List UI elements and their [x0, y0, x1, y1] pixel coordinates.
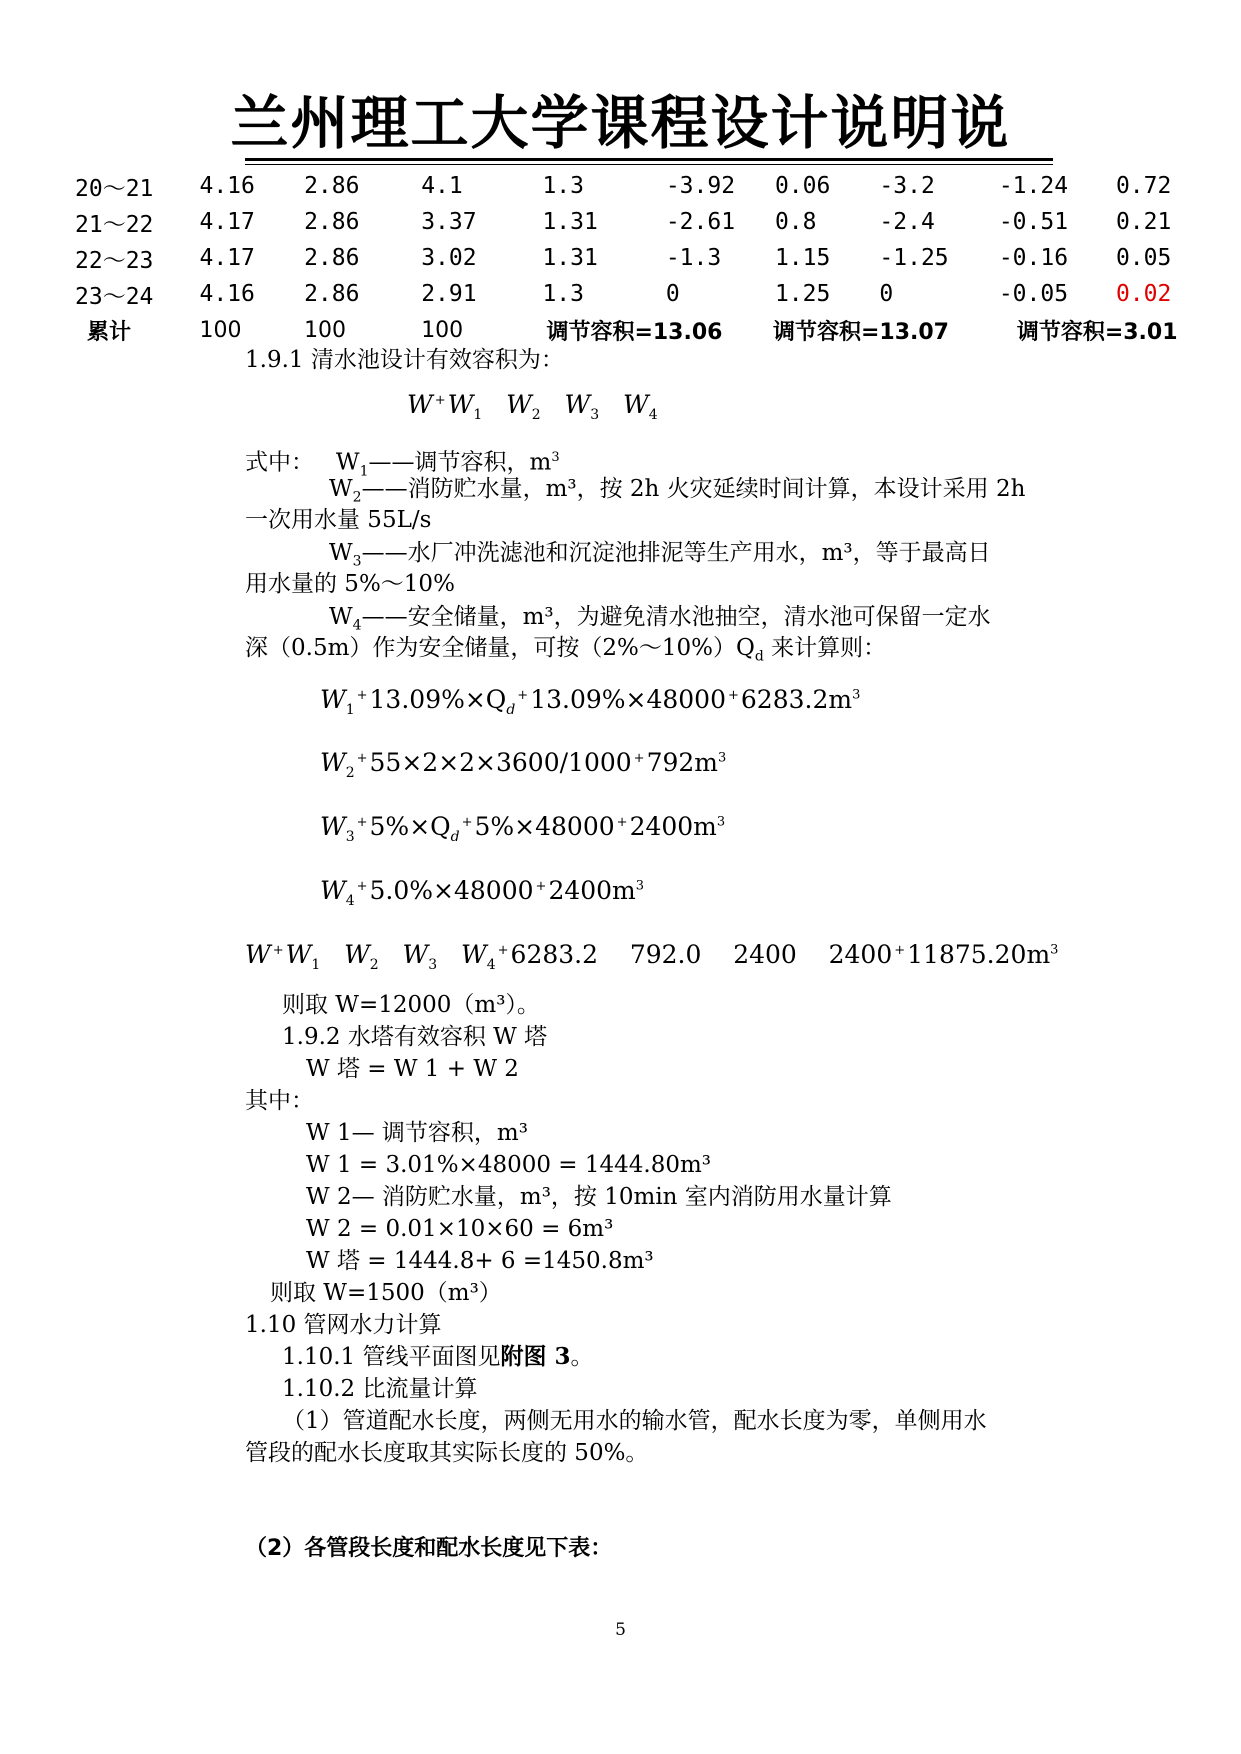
- table-row: [75, 276, 1205, 312]
- table-cell: 0.02: [1115, 281, 1172, 307]
- table-cell: 2.86: [304, 173, 360, 199]
- definition-w4-cont: 深（0.5m）作为安全储量，可按$(2\%\sim 10\%)Q_d$ 来计算则：: [245, 635, 887, 665]
- sum-cell: 100: [199, 317, 242, 343]
- table-cell: -1.3: [665, 245, 722, 271]
- table-cell: 1.25: [774, 281, 831, 307]
- table-cell: 4.17: [199, 245, 255, 271]
- where-label: 式中：: [245, 449, 314, 476]
- table-cell: 4.17: [199, 209, 255, 235]
- w2-desc: ——消防贮水量，m³，按 2h 火灾延续时间计算，本设计采用 2h: [361, 476, 1026, 502]
- table-cell: 1.15: [774, 245, 831, 271]
- f1-c: 6283.2m: [740, 685, 853, 714]
- table-cell: 0: [665, 281, 680, 307]
- adjust-volume-3: 调节容积=3.01: [1016, 319, 1178, 345]
- total-val: 792.0: [629, 940, 702, 969]
- adjust-volume-1: 调节容积=13.06: [546, 319, 723, 345]
- paragraph: 管段的配水长度取其实际长度的 50%。: [245, 1440, 649, 1466]
- table-cell: 1.3: [542, 281, 584, 307]
- f3-b: 5%×48000: [474, 812, 615, 841]
- definition-w2-cont: 一次用水量 55L/s: [245, 507, 432, 533]
- table-cell: -2.4: [879, 209, 935, 235]
- f2-a: 55×2×2×3600/1000: [369, 748, 632, 777]
- sum-cell: 100: [421, 317, 464, 343]
- section-heading: 1.10 管网水力计算: [245, 1312, 442, 1338]
- f1-b: 13.09%×48000: [530, 685, 726, 714]
- sum-label: 累计: [87, 319, 132, 345]
- f3-c: 2400m: [629, 812, 717, 841]
- subsection-heading: 1.10.2 比流量计算: [282, 1376, 478, 1402]
- formula-w-total: W $^+W_1$ $W_2$ $W_3$ $W_4$: [407, 390, 658, 423]
- formula-w1: $W_1^+13.09\%\times Q_d^+13.09\%\times 48000$ $^+6283.2m^3$: [320, 685, 861, 718]
- adjust-volume-2: 调节容积=13.07: [772, 319, 949, 345]
- table-cell: 0.05: [1115, 245, 1172, 271]
- definition-w4: $W_4——$安全储量，m³，为避免清水池抽空，清水池可保留一定水: [329, 604, 991, 634]
- table-cell: 2.86: [304, 245, 360, 271]
- table-row: [75, 168, 1205, 204]
- tower-line: W 1— 调节容积，m³: [306, 1120, 528, 1146]
- table-cell: 1.31: [542, 209, 598, 235]
- table-cell: -0.51: [998, 209, 1069, 235]
- f3-a: 5%×Q: [369, 812, 451, 841]
- table-cell: -3.2: [879, 173, 935, 199]
- definition-w3: $W_3——$水厂冲洗滤池和沉淀池排泥等生产用水，m³，等于最高日: [329, 540, 991, 570]
- total-val: 2400: [733, 940, 797, 969]
- hourly-volume-table: [75, 168, 1205, 348]
- period-cell: 21～22: [75, 211, 154, 238]
- total-val: 6283.2: [510, 940, 599, 969]
- tower-line: W 1 = 3.01%×48000 = 1444.80m³: [306, 1152, 712, 1178]
- table-cell: 4.16: [199, 281, 255, 307]
- w4-desc: ——安全储量，m³，为避免清水池抽空，清水池可保留一定水: [361, 604, 991, 630]
- table-cell: 1.31: [542, 245, 598, 271]
- page-number: 5: [615, 1620, 626, 1640]
- table-cell: 1.3: [542, 173, 584, 199]
- table-cell: -2.61: [665, 209, 736, 235]
- s1-link: 附图 3: [500, 1343, 571, 1370]
- table-cell: 0.06: [774, 173, 831, 199]
- formula-w4: $W_4^+5.0\%\times 48000$ $^+2400m^3$: [320, 876, 645, 909]
- table-cell: -1.25: [879, 245, 949, 271]
- table-cell: 0.72: [1115, 173, 1172, 199]
- table-cell: -3.92: [665, 173, 736, 199]
- table-cell: -1.24: [998, 173, 1069, 199]
- title-rule-thin: [245, 164, 1053, 165]
- s1-end: 。: [570, 1344, 594, 1370]
- section-heading: 1.9.1 清水池设计有效容积为：: [245, 347, 564, 373]
- formula-w-sum: W $^+W_1$ $W_2$ $W_3$ $W_4^+6283.2$ 792.0 2400 2400 $^+11875.20m^3$: [245, 940, 1059, 973]
- period-cell: 20～21: [75, 175, 154, 202]
- sum-cell: 100: [304, 317, 347, 343]
- f1-a: 13.09%×Q: [369, 685, 507, 714]
- period-cell: 23～24: [75, 283, 154, 310]
- table-sum-row: [75, 312, 1205, 348]
- table-cell: 3.02: [421, 245, 477, 271]
- total-val: 2400: [828, 940, 893, 969]
- total-result: 11875.20m: [907, 940, 1051, 969]
- s1-text: 1.10.1 管线平面图见: [282, 1344, 501, 1370]
- definition-w2: $W_2——$消防贮水量，m³，按 2h 火灾延续时间计算，本设计采用 2h: [329, 476, 1026, 506]
- f4-a: 5.0%×48000: [369, 876, 534, 905]
- f2-b: 792m: [646, 748, 719, 777]
- w3-desc: ——水厂冲洗滤池和沉淀池排泥等生产用水，m³，等于最高日: [361, 540, 991, 566]
- table-cell: 0.21: [1115, 209, 1172, 235]
- take-tower-value: 则取 W=1500（m³）: [270, 1280, 502, 1306]
- table-cell: 4.1: [421, 173, 463, 199]
- table-cell: 2.86: [304, 209, 360, 235]
- table-cell: 3.37: [421, 209, 477, 235]
- tower-equation: W 塔 = W 1 + W 2: [306, 1056, 519, 1082]
- paragraph: （1）管道配水长度，两侧无用水的输水管，配水长度为零，单侧用水: [282, 1408, 987, 1434]
- tower-line: W 2— 消防贮水量，m³，按 10min 室内消防用水量计算: [306, 1184, 892, 1210]
- tower-line: W 2 = 0.01×10×60 = 6m³: [306, 1216, 614, 1242]
- table-cell: 2.91: [421, 281, 477, 307]
- f4-b: 2400m: [548, 876, 636, 905]
- tower-line: W 塔 = 1444.8+ 6 =1450.8m³: [306, 1248, 654, 1274]
- table-cell: 0: [879, 281, 894, 307]
- definition-w1: 式中： $W_1——$调节容积，$m^3$: [245, 449, 560, 480]
- period-cell: 22～23: [75, 247, 154, 274]
- table-cell: -0.16: [998, 245, 1069, 271]
- table-cell: 2.86: [304, 281, 360, 307]
- table-row: [75, 204, 1205, 240]
- take-w-value: 则取 W=12000（m³）。: [282, 992, 540, 1018]
- title-rule-thick: [245, 158, 1053, 161]
- formula-w2: $W_2^+55\times 2\times 2\times 3600/1000$ $^+792m^3$: [320, 748, 727, 781]
- w4-cont-a: 深（0.5m）作为安全储量，可按（2%～10%）Q: [245, 635, 755, 661]
- paragraph-bold: （2）各管段长度和配水长度见下表：: [245, 1536, 613, 1561]
- w1-desc: ——调节容积，m: [368, 449, 552, 476]
- w4-cont-b: 来计算则：: [771, 635, 887, 661]
- formula-w3: $W_3^+5\%\times Q_d^+5\%\times 48000$ $^+2400m^3$: [320, 812, 726, 845]
- table-row: [75, 240, 1205, 276]
- table-cell: 0.8: [774, 209, 817, 235]
- where-label: 其中：: [245, 1088, 314, 1114]
- subsection-heading: [282, 1342, 593, 1372]
- table-cell: 4.16: [199, 173, 255, 199]
- page-title: 兰州理工大学课程设计说明说: [230, 89, 1011, 157]
- definition-w3-cont: 用水量的 5%～10%: [245, 571, 455, 597]
- table-cell: -0.05: [998, 281, 1069, 307]
- section-heading: 1.9.2 水塔有效容积 W 塔: [282, 1024, 548, 1050]
